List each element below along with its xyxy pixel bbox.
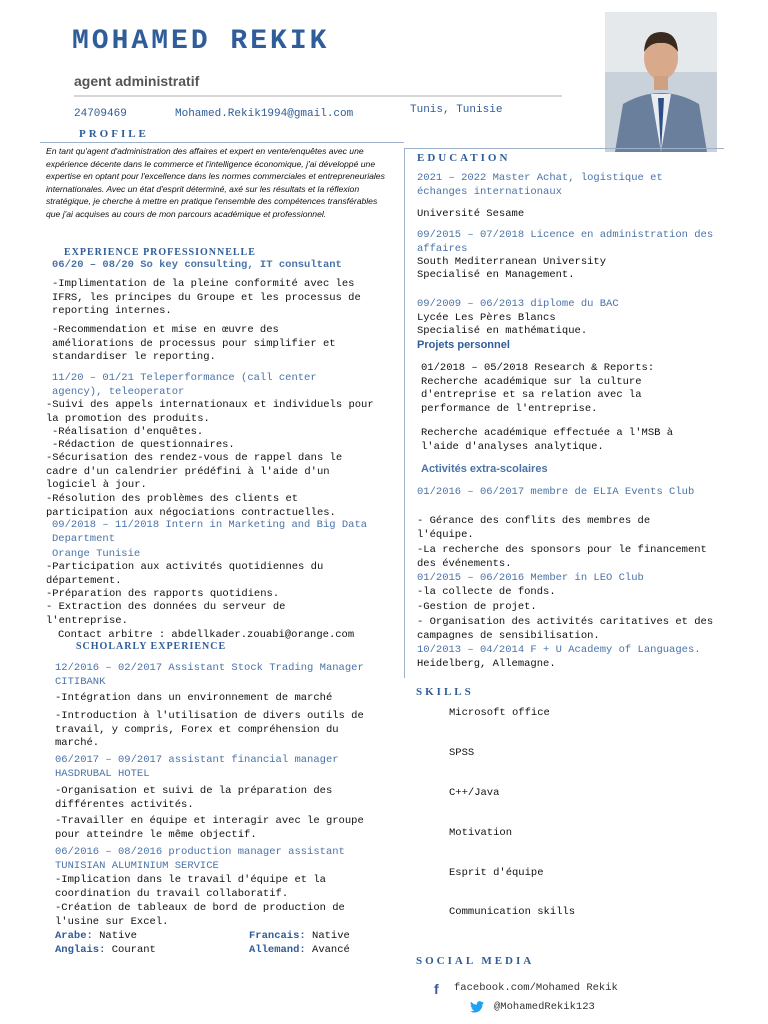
sch-job3-title: 06/2016 – 08/2016 production manager assistant TUNISIAN ALUMINIUM SERVICE <box>55 846 345 872</box>
lang-allemand: Allemand: Avancé <box>249 944 350 956</box>
phone-number: 24709469 <box>74 108 127 120</box>
experience-heading: EXPERIENCE PROFESSIONNELLE <box>64 247 256 258</box>
lang-francais: Francais: Native <box>249 930 350 942</box>
social-heading: SOCIAL MEDIA <box>416 955 535 967</box>
job3-contact: Contact arbitre : abdellkader.zouabi@orange.com <box>58 629 355 641</box>
job1-bullet-2: -Recommendation et mise en œuvre des améliorations de processus pour simplifier et standardiser le reporting. <box>52 324 336 363</box>
skill-item: Motivation <box>449 827 513 839</box>
job3-bullet-1: -Participation aux activités quotidiennes du département. <box>46 561 324 587</box>
lang-arabe: Arabe: Native <box>55 930 137 942</box>
sch-job1-bullet-1: -Intégration dans un environnement de marché <box>55 692 333 704</box>
candidate-name: MOHAMED REKIK <box>72 26 330 57</box>
twitter-icon <box>470 1000 484 1018</box>
edu1-school: Université Sesame <box>417 208 525 220</box>
skill-item: Esprit d'équipe <box>449 867 544 879</box>
extra2-bullet-3: - Organisation des activités caritatives et des campagnes de sensibilisation. <box>417 616 714 642</box>
skills-heading: SKILLS <box>416 686 474 698</box>
skill-item: C++/Java <box>449 787 500 799</box>
extra3-title: 10/2013 – 04/2014 F + U Academy of Languages. <box>417 644 701 656</box>
job3-company: Orange Tunisie <box>52 548 141 560</box>
column-divider <box>404 148 405 678</box>
skill-item: Microsoft office <box>449 707 550 719</box>
extra-heading: Activités extra-scolaires <box>421 463 548 475</box>
email-address: Mohamed.Rekik1994@gmail.com <box>175 108 354 120</box>
project-2: Recherche académique effectuée a l'MSB à l'aide d'analyses analytique. <box>421 427 674 453</box>
profile-divider <box>40 142 404 143</box>
job2-bullet-3: -Rédaction de questionnaires. <box>52 439 235 451</box>
facebook-icon: f <box>434 981 439 997</box>
education-divider <box>404 148 724 149</box>
job2-bullet-4: -Sécurisation des rendez-vous de rappel dans le cadre d'un calendrier prédéfini à l'aide d'un logiciel à jour. <box>46 452 343 491</box>
extra1-bullet-1: - Gérance des conflits des membres de l'équipe. <box>417 515 651 541</box>
projects-heading: Projets personnel <box>417 339 510 351</box>
extra1-bullet-2: -La recherche des sponsors pour le financement des événements. <box>417 544 707 570</box>
extra2-bullet-1: -la collecte de fonds. <box>417 586 556 598</box>
edu1-title: 2021 – 2022 Master Achat, logistique et échanges internationaux <box>417 172 663 198</box>
edu2-spec: Specialisé en Management. <box>417 269 575 281</box>
sch-job1-bullet-2: -Introduction à l'utilisation de divers outils de travail, y compris, Forex et compréhension du marché. <box>55 710 364 749</box>
profile-heading: PROFILE <box>79 128 149 140</box>
sch-job2-title: 06/2017 – 09/2017 assistant financial manager HASDRUBAL HOTEL <box>55 754 339 780</box>
facebook-link[interactable]: facebook.com/Mohamed Rekik <box>454 982 618 994</box>
project-1: 01/2018 – 05/2018 Research & Reports: Recherche académique sur la culture d'entreprise et sa relation avec la performance de l'entreprise. <box>421 362 655 415</box>
profile-summary: En tant qu'agent d'administration des affaires et expert en vente/enquêtes avec une expérience décente dans le commerce et l'intelligence économique, j'ai développé une expertise en optant pour l'excellence dans les normes commerciales et entrepreneuriales internationales. Avec un état d'esprit déterminé, axé sur les résultats et la réflexion stratégique, je cherche à mettre en pratique l'ensemble des compétences transférables que j'ai acquises au cours de mon parcours académique et professionnel. <box>46 146 385 219</box>
scholarly-heading: SCHOLARLY EXPERIENCE <box>76 641 227 652</box>
job2-bullet-1: -Suivi des appels internationaux et individuels pour la promotion des produits. <box>46 399 374 425</box>
job3-bullet-3: - Extraction des données du serveur de l'entreprise. <box>46 601 286 627</box>
location: Tunis, Tunisie <box>410 104 503 116</box>
job2-bullet-2: -Réalisation d'enquêtes. <box>52 426 204 438</box>
education-heading: EDUCATION <box>417 152 511 164</box>
job1-bullet-1: -Implimentation de la pleine conformité avec les IFRS, les principes du Groupe et les processus de reporting internes. <box>52 278 361 317</box>
sch-job3-bullet-2: -Création de tableaux de bord de production de l'usine sur Excel. <box>55 902 345 928</box>
job3-bullet-2: -Préparation des rapports quotidiens. <box>46 588 280 600</box>
sch-job2-bullet-2: -Travailler en équipe et interagir avec le groupe pour atteindre le même objectif. <box>55 815 364 841</box>
extra3-place: Heidelberg, Allemagne. <box>417 658 556 670</box>
sch-job3-bullet-1: -Implication dans le travail d'équipe et la coordination du travail collaboratif. <box>55 874 326 900</box>
job3-title: 09/2018 – 11/2018 Intern in Marketing and Big Data Department <box>52 519 368 545</box>
edu2-school: South Mediterranean University <box>417 256 607 268</box>
skill-item: SPSS <box>449 747 475 759</box>
job2-bullet-5: -Résolution des problèmes des clients et participation aux négociations contractuelles. <box>46 493 336 519</box>
lang-anglais: Anglais: Courant <box>55 944 156 956</box>
profile-photo <box>605 12 717 152</box>
twitter-handle[interactable]: @MohamedRekik123 <box>494 1001 595 1013</box>
header-divider <box>74 95 562 97</box>
job2-title: 11/20 – 01/21 Teleperformance (call center agency), teleoperator <box>52 372 317 398</box>
skill-item: Communication skills <box>449 906 576 918</box>
edu2-title: 09/2015 – 07/2018 Licence en administration des affaires <box>417 229 714 255</box>
extra2-title: 01/2015 – 06/2016 Member in LEO Club <box>417 572 644 584</box>
sch-job2-bullet-1: -Organisation et suivi de la préparation des différentes activités. <box>55 785 333 811</box>
job1-title: 06/20 – 08/20 So key consulting, IT consultant <box>52 259 342 271</box>
extra1-title: 01/2016 – 06/2017 membre de ELIA Events Club <box>417 486 695 498</box>
edu3-title: 09/2009 – 06/2013 diplome du BAC <box>417 298 619 310</box>
edu3-spec: Specialisé en mathématique. <box>417 325 588 337</box>
sch-job1-title: 12/2016 – 02/2017 Assistant Stock Trading Manager CITIBANK <box>55 662 364 688</box>
edu3-school: Lycée Les Pères Blancs <box>417 312 556 324</box>
extra2-bullet-2: -Gestion de projet. <box>417 601 537 613</box>
job-title: agent administratif <box>74 73 200 89</box>
